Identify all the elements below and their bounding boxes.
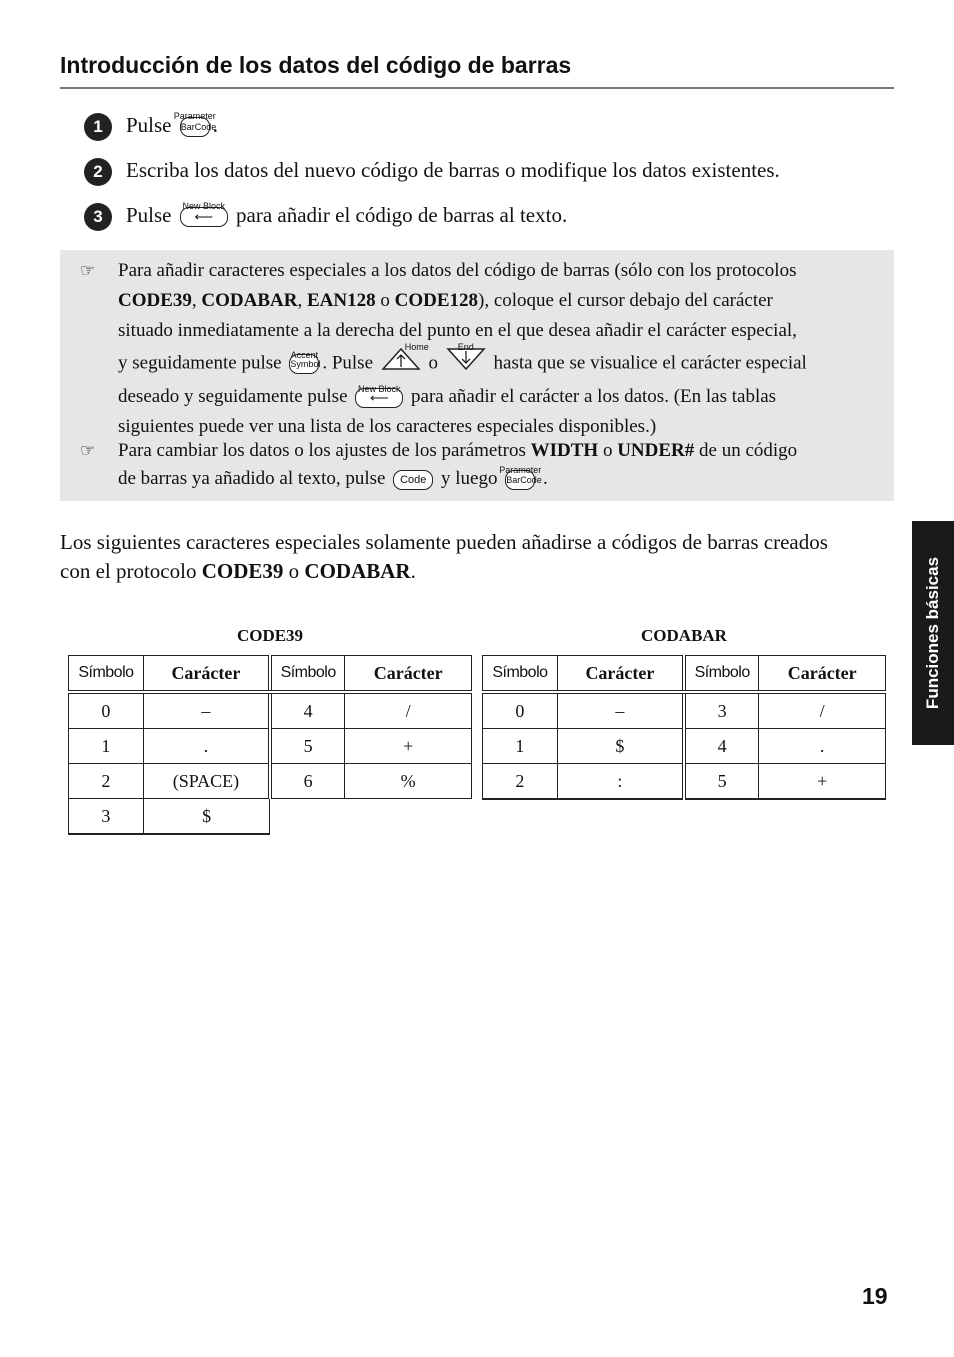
table-row (483, 764, 886, 800)
table-row (69, 799, 472, 835)
barcode-key-icon: Parameter BarCode (505, 470, 535, 490)
note-1-bold-code128: CODE128 (394, 290, 478, 311)
note-1-bold-ean128: EAN128 (306, 290, 376, 311)
codabar-table (482, 655, 886, 800)
table-cell: 1 (69, 729, 144, 764)
table-cell: – (557, 692, 684, 729)
table-cell: 5 (270, 729, 345, 764)
column-header: Símbolo (270, 656, 345, 693)
step-2-text: Escriba los datos del nuevo código de barras o modifique los datos existentes. (126, 158, 780, 182)
column-header: Carácter (759, 656, 886, 693)
table-cell: . (143, 729, 270, 764)
note-1-bold-code39: CODE39 (118, 290, 192, 311)
note-2: ☞ Para cambiar los datos o los ajustes de los parámetros WIDTH o UNDER# de un código de barras ya añadido al texto, pulse Code y luego Parameter BarCode . (118, 437, 888, 493)
column-header: Símbolo (483, 656, 558, 693)
down-arrow-key-icon: End (446, 346, 486, 382)
note-2-text: Para cambiar los datos o los ajustes de los parámetros (118, 440, 526, 461)
section-heading: Introducción de los datos del código de barras (60, 52, 894, 89)
step-number-1: 1 (84, 113, 112, 141)
table-cell: 3 (684, 692, 759, 729)
barcode-key-icon: Parameter BarCode (180, 117, 210, 137)
step-3 (84, 202, 567, 231)
enter-key-icon: New Block ⟵ (355, 388, 403, 408)
table-cell: 1 (483, 729, 558, 764)
intro-paragraph: Los siguientes caracteres especiales solamente pueden añadirse a códigos de barras creados con el protocolo CODE39 o CODABAR. (60, 530, 828, 583)
para-bold-code39: CODE39 (201, 559, 284, 583)
table-row (69, 692, 472, 729)
table-cell: 2 (483, 764, 558, 800)
table-cell: % (345, 764, 472, 799)
table-cell: $ (557, 729, 684, 764)
table-row (69, 764, 472, 799)
step-1-pre: Pulse (126, 113, 172, 137)
pointing-hand-icon: ☞ (80, 441, 96, 460)
note-2-bold-width: WIDTH (530, 440, 599, 461)
note-2-bold-under: UNDER# (617, 440, 695, 461)
table-cell: $ (143, 799, 270, 835)
up-arrow-key-icon: Home (381, 346, 421, 382)
codabar-table-title: CODABAR (641, 626, 727, 645)
code39-table (68, 655, 472, 835)
step-3-post: para añadir el código de barras al texto. (236, 203, 568, 227)
table-cell: : (557, 764, 684, 800)
table-row (483, 729, 886, 764)
step-2 (84, 157, 780, 186)
side-tab-label: Funciones básicas (923, 556, 942, 710)
step-1-post: . (212, 113, 219, 137)
note-1-bold-codabar: CODABAR (201, 290, 298, 311)
page-number: 19 (862, 1283, 888, 1309)
table-row (69, 729, 472, 764)
side-tab (912, 521, 954, 745)
column-header: Carácter (557, 656, 684, 693)
code39-table-title: CODE39 (236, 626, 304, 645)
table-cell: 0 (483, 692, 558, 729)
table-cell: . (759, 729, 886, 764)
para-bold-codabar: CODABAR (304, 559, 411, 583)
table-row (483, 692, 886, 729)
table-cell: 6 (270, 764, 345, 799)
table-cell: 2 (69, 764, 144, 799)
table-cell: 4 (270, 692, 345, 729)
table-cell: / (759, 692, 886, 729)
table-header-row (483, 656, 886, 693)
table-cell: 3 (69, 799, 144, 835)
table-cell: 5 (684, 764, 759, 800)
step-3-pre: Pulse (126, 203, 172, 227)
table-cell: + (759, 764, 886, 800)
note-1-text: Para añadir caracteres especiales a los datos del código de barras (sólo con los protocolos (118, 260, 797, 281)
pointing-hand-icon: ☞ (80, 261, 96, 280)
column-header: Carácter (345, 656, 472, 693)
enter-key-icon: New Block ⟵ (180, 207, 228, 227)
symbol-key-icon: Accent Symbol (289, 354, 319, 374)
table-cell: (SPACE) (143, 764, 270, 799)
step-1 (84, 112, 218, 141)
column-header: Símbolo (69, 656, 144, 693)
note-1: ☞ Para añadir caracteres especiales a los datos del código de barras (sólo con los protocolos CODE39, CODABAR, EAN128 o CODE128), coloque el cursor debajo del carácter situado inmediatamente a la derecha del punto en el que desea añadir el carácter especial, y seguidamente pulse Accent Symbol . Pulse Home o End hasta que se visualice el carácter especial deseado y seguidamente pulse New Block ⟵ para añadir el carácter a los datos. (En las tablas siguientes puede ver una lista de los caracteres especiales disponibles.) (118, 256, 888, 442)
table-cell: + (345, 729, 472, 764)
column-header: Carácter (143, 656, 270, 693)
column-header: Símbolo (684, 656, 759, 693)
step-number-3: 3 (84, 203, 112, 231)
step-number-2: 2 (84, 158, 112, 186)
table-cell: 0 (69, 692, 144, 729)
table-header-row (69, 656, 472, 693)
table-cell: – (143, 692, 270, 729)
code-key-icon: Code (393, 470, 433, 490)
table-cell: 4 (684, 729, 759, 764)
table-cell: / (345, 692, 472, 729)
